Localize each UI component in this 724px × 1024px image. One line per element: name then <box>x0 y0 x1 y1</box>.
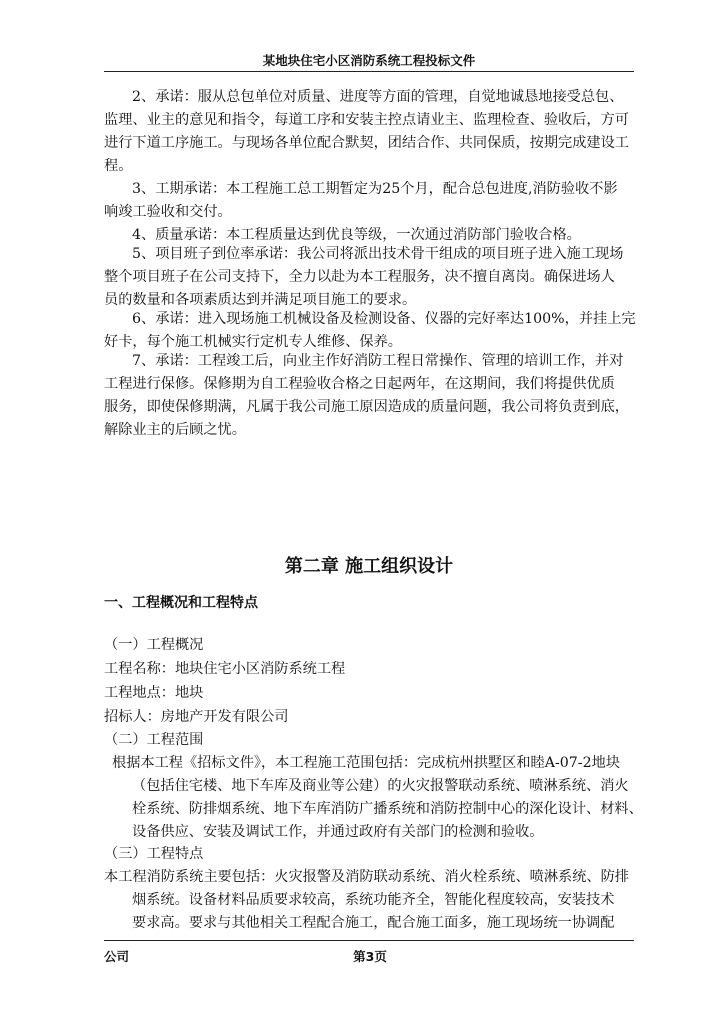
text-line: 5、项目班子到位率承诺：我公司将派出技术骨干组成的项目班子进入施工现场 <box>132 246 624 262</box>
commitment-3-paragraph <box>104 178 636 224</box>
text-line: 7、承诺：工程竣工后，向业主作好消防工程日常操作、管理的培训工作，并对 <box>132 353 624 369</box>
commitment-5-paragraph <box>104 243 636 312</box>
chapter-title: 第二章 施工组织设计 <box>284 556 454 577</box>
text-line: 解除业主的后顾之忧。 <box>104 422 246 438</box>
project-location-line: 工程地点：地块 <box>104 685 204 701</box>
scope-line: 根据本工程《招标文件》，本工程施工范围包括：完成杭州拱墅区和睦A-07-2地块 <box>112 755 621 771</box>
features-line: 烟系统。设备材料品质要求较高，系统功能齐全，智能化程度较高，安装技术 <box>132 892 615 908</box>
commitment-7-paragraph <box>104 350 636 442</box>
subsection-scope-heading: （二）工程范围 <box>104 732 204 748</box>
document-header-title: 某地块住宅小区消防系统工程投标文件 <box>262 53 476 68</box>
text-line: 4、质量承诺：本工程质量达到优良等级，一次通过消防部门验收合格。 <box>132 227 581 243</box>
text-line: 3、工期承诺：本工程施工总工期暂定为25个月，配合总包进度,消防验收不影 <box>132 181 618 197</box>
text-line: 响竣工验收和交付。 <box>104 204 232 220</box>
bidder-line: 招标人：房地产开发有限公司 <box>104 709 289 725</box>
features-line: 本工程消防系统主要包括：火灾报警及消防联动系统、消火栓系统、喷淋系统、防排 <box>104 869 629 885</box>
text-line: 监理、业主的意见和指令，每道工序和安装主控点请业主、监理检查、验收后，方可 <box>104 112 629 128</box>
text-line: 整个项目班子在公司支持下，全力以赴为本工程服务，决不擅自离岗。确保进场人 <box>104 269 615 285</box>
text-line: 服务，即使保修期满，凡属于我公司施工原因造成的质量问题，我公司将负责到底， <box>104 399 629 415</box>
commitment-2-paragraph <box>104 86 636 178</box>
text-line: 6、承诺：进入现场施工机械设备及检测设备、仪器的完好率达100%，并挂上完 <box>132 311 636 327</box>
text-line: 进行下道工序施工。与现场各单位配合默契，团结合作、共同保质，按期完成建设工 <box>104 135 629 151</box>
footer-company: 公司 <box>104 949 130 964</box>
footer-rule <box>104 940 634 941</box>
subsection-overview-heading: （一）工程概况 <box>104 637 204 653</box>
text-line: 员的数量和各项素质达到并满足项目施工的要求。 <box>104 292 417 308</box>
section-title: 一、工程概况和工程特点 <box>104 595 258 611</box>
header-rule <box>104 71 634 72</box>
text-line: 2、承诺：服从总包单位对质量、进度等方面的管理，自觉地诚恳地接受总包、 <box>132 89 624 105</box>
commitment-6-paragraph <box>104 308 636 354</box>
subsection-features-heading: （三）工程特点 <box>104 846 204 862</box>
scope-line: 设备供应、安装及调试工作，并通过政府有关部门的检测和验收。 <box>132 824 544 840</box>
features-line: 要求高。要求与其他相关工程配合施工，配合施工面多，施工现场统一协调配 <box>132 915 615 931</box>
text-line: 工程进行保修。保修期为自工程验收合格之日起两年，在这期间，我们将提供优质 <box>104 376 615 392</box>
page-number: 第3页 <box>353 949 387 964</box>
text-line: 程。 <box>104 158 133 174</box>
text-line: 好卡，每个施工机械实行定机专人维修、保养。 <box>104 334 402 350</box>
project-name-line: 工程名称：地块住宅小区消防系统工程 <box>104 661 346 677</box>
scope-line: 栓系统、防排烟系统、地下车库消防广播系统和消防控制中心的深化设计、材料、 <box>132 801 643 817</box>
scope-line: （包括住宅楼、地下车库及商业等公建）的火灾报警联动系统、喷淋系统、消火 <box>132 778 629 794</box>
